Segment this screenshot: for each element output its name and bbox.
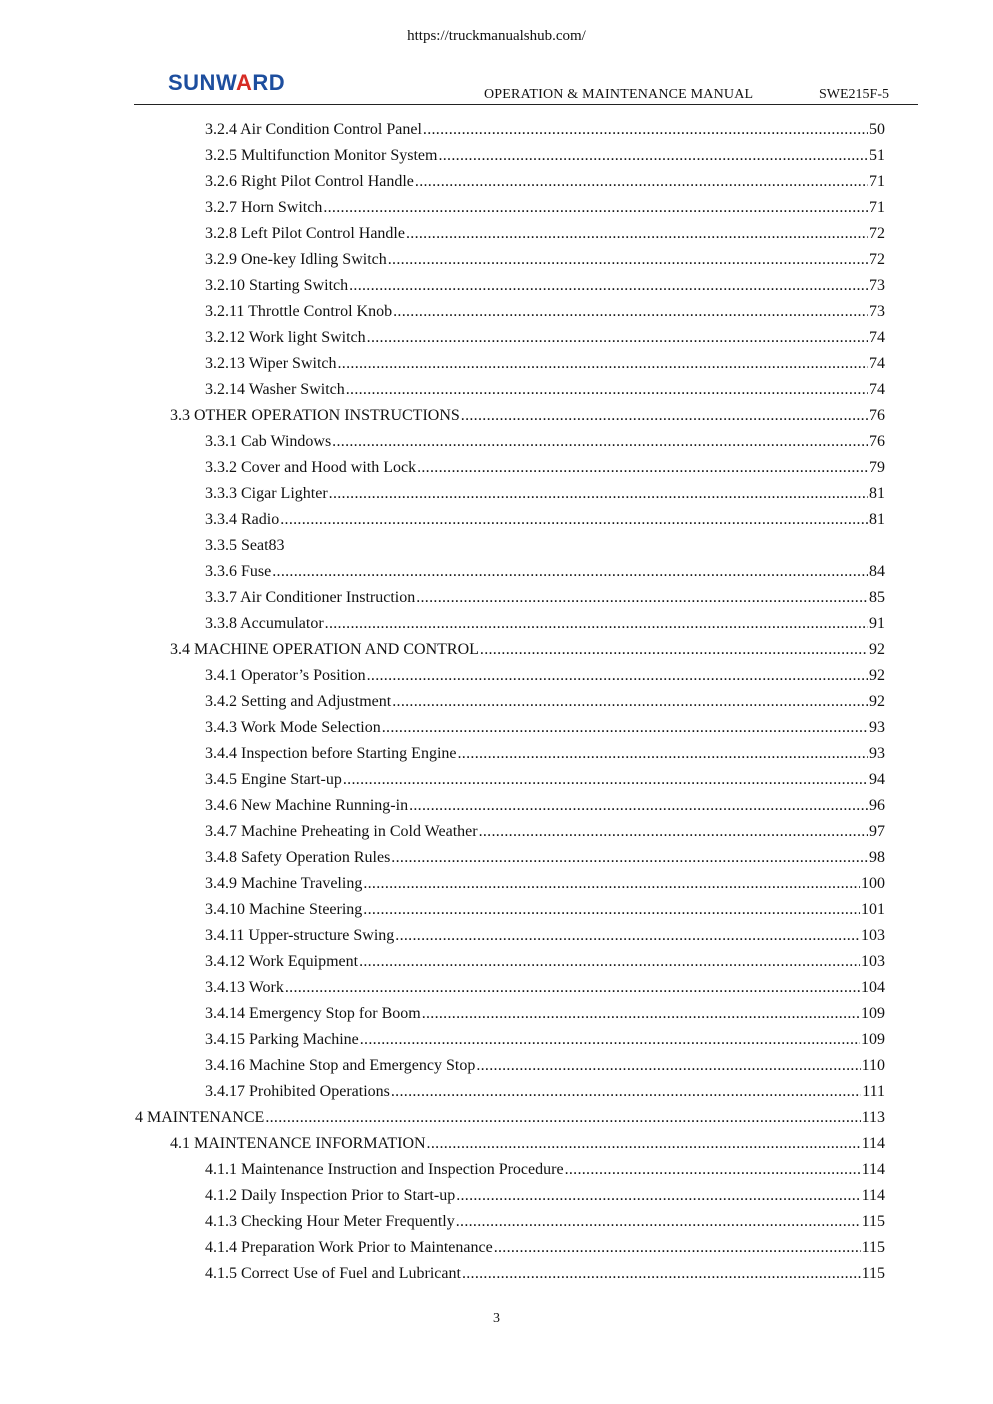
toc-entry[interactable] <box>0 1001 993 1027</box>
toc-entry-title: 3.2.8 Left Pilot Control Handle <box>205 225 405 242</box>
toc-entry-title: 3.4.14 Emergency Stop for Boom <box>205 1005 421 1022</box>
logo-text-part1: SUNW <box>168 70 236 95</box>
toc-entry[interactable] <box>0 195 993 221</box>
toc-entry-title: 3.3.3 Cigar Lighter <box>205 485 328 502</box>
toc-entry-page: 76 <box>869 433 885 450</box>
sunward-logo <box>168 70 285 96</box>
toc-entry-page: 114 <box>861 1187 885 1204</box>
toc-entry-title: 3.4.6 New Machine Running-in <box>205 797 409 814</box>
toc-entry[interactable] <box>0 429 993 455</box>
toc-entry[interactable] <box>0 611 993 637</box>
toc-entry[interactable] <box>0 897 993 923</box>
toc-entry[interactable] <box>0 507 993 533</box>
toc-entry-title: 3.4.4 Inspection before Starting Engine <box>205 745 457 762</box>
toc-leader-dots <box>416 585 868 611</box>
toc-entry[interactable] <box>0 299 993 325</box>
toc-leader-dots <box>415 169 868 195</box>
toc-entry-title: 4.1.4 Preparation Work Prior to Maintenance <box>205 1239 493 1256</box>
toc-leader-dots <box>323 195 868 221</box>
toc-entry-title: 3.3.7 Air Conditioner Instruction <box>205 589 416 606</box>
toc-entry[interactable] <box>0 325 993 351</box>
toc-entry-page: 71 <box>869 173 885 190</box>
toc-entry-page: 115 <box>861 1265 885 1282</box>
toc-entry-title: 4.1.5 Correct Use of Fuel and Lubricant <box>205 1265 461 1282</box>
toc-entry-page: 74 <box>869 355 885 372</box>
toc-entry-title: 4 MAINTENANCE <box>135 1109 265 1126</box>
toc-entry-page: 81 <box>869 485 885 502</box>
toc-entry-title: 3.4.16 Machine Stop and Emergency Stop <box>205 1057 476 1074</box>
toc-entry-page: 109 <box>861 1005 885 1022</box>
toc-entry-page: 51 <box>869 147 885 164</box>
toc-entry-title: 3.3.1 Cab Windows <box>205 433 332 450</box>
toc-entry-page: 74 <box>869 381 885 398</box>
toc-leader-dots <box>329 481 868 507</box>
toc-entry-page: 101 <box>861 901 885 918</box>
toc-entry-page: 100 <box>861 875 885 892</box>
toc-entry-page: 84 <box>869 563 885 580</box>
toc-entry-page: 79 <box>869 459 885 476</box>
toc-entry-title: 3.4.8 Safety Operation Rules <box>205 849 391 866</box>
toc-entry-page: 72 <box>869 251 885 268</box>
toc-entry[interactable] <box>0 481 993 507</box>
toc-entry-title: 3.2.5 Multifunction Monitor System <box>205 147 438 164</box>
toc-entry[interactable] <box>0 1235 993 1261</box>
toc-entry-page: 109 <box>861 1031 885 1048</box>
toc-entry[interactable] <box>0 949 993 975</box>
toc-entry-title: 3.2.10 Starting Switch <box>205 277 349 294</box>
toc-entry-page: 50 <box>869 121 885 138</box>
toc-leader-dots <box>360 1027 860 1053</box>
toc-entry[interactable] <box>0 715 993 741</box>
toc-leader-dots <box>479 819 868 845</box>
toc-entry[interactable] <box>0 455 993 481</box>
toc-leader-dots <box>343 767 868 793</box>
toc-entry[interactable] <box>0 1027 993 1053</box>
toc-leader-dots <box>494 1235 861 1261</box>
toc-entry-page: 115 <box>861 1213 885 1230</box>
toc-entry-page: 92 <box>869 667 885 684</box>
toc-leader-dots <box>265 1105 860 1131</box>
toc-entry-title: 3.2.14 Washer Switch <box>205 381 345 398</box>
toc-entry-title: 3.3 OTHER OPERATION INSTRUCTIONS <box>170 407 460 424</box>
toc-leader-dots <box>476 1053 860 1079</box>
toc-entry[interactable] <box>0 1157 993 1183</box>
toc-entry-title: 3.3.6 Fuse <box>205 563 272 580</box>
toc-entry-page: 92 <box>869 641 885 658</box>
toc-entry-page: 96 <box>869 797 885 814</box>
toc-entry-title: 3.4.3 Work Mode Selection <box>205 719 381 736</box>
toc-entry[interactable] <box>0 1079 993 1105</box>
manual-title: OPERATION & MAINTENANCE MANUAL <box>484 87 754 102</box>
toc-entry-page: 91 <box>869 615 885 632</box>
toc-entry-page: 113 <box>861 1109 885 1126</box>
toc-entry[interactable] <box>0 377 993 403</box>
toc-entry[interactable] <box>0 663 993 689</box>
toc-entry[interactable] <box>0 767 993 793</box>
toc-entry[interactable] <box>0 1209 993 1235</box>
toc-entry-page: 71 <box>869 199 885 216</box>
toc-entry[interactable] <box>0 351 993 377</box>
toc-entry-page: 103 <box>861 927 885 944</box>
toc-entry-title: 3.4.2 Setting and Adjustment <box>205 693 392 710</box>
header-divider <box>134 104 918 105</box>
toc-entry-title: 3.2.13 Wiper Switch <box>205 355 337 372</box>
page-number: 3 <box>493 1311 500 1326</box>
toc-entry-title: 3.4.9 Machine Traveling <box>205 875 363 892</box>
toc-entry-title: 3.4.7 Machine Preheating in Cold Weather <box>205 823 478 840</box>
toc-leader-dots <box>462 1261 861 1287</box>
toc-leader-dots <box>332 429 868 455</box>
toc-entry-title: 3.4.12 Work Equipment <box>205 953 359 970</box>
toc-entry-page: 74 <box>869 329 885 346</box>
toc-leader-dots <box>349 273 868 299</box>
toc-entry[interactable] <box>0 871 993 897</box>
toc-entry-page: 115 <box>861 1239 885 1256</box>
toc-entry-page: 73 <box>869 303 885 320</box>
toc-leader-dots <box>480 637 868 663</box>
toc-leader-dots <box>367 663 868 689</box>
toc-entry-page: 81 <box>869 511 885 528</box>
toc-entry-page: 104 <box>861 979 885 996</box>
toc-leader-dots <box>391 845 868 871</box>
toc-entry-title: 3.2.7 Horn Switch <box>205 199 323 216</box>
model-code: SWE215F-5 <box>819 87 889 102</box>
toc-leader-dots <box>458 741 869 767</box>
toc-entry[interactable] <box>0 637 993 663</box>
toc-entry-title: 3.4.15 Parking Machine <box>205 1031 359 1048</box>
toc-entry-title: 3.2.6 Right Pilot Control Handle <box>205 173 414 190</box>
toc-entry-page: 94 <box>869 771 885 788</box>
toc-entry-title: 3.4.17 Prohibited Operations <box>205 1083 390 1100</box>
toc-leader-dots <box>363 871 860 897</box>
toc-leader-dots <box>456 1183 860 1209</box>
toc-entry-title: 3.4.13 Work <box>205 979 284 996</box>
toc-entry[interactable] <box>0 585 993 611</box>
toc-entry-title: 3.4.5 Engine Start-up <box>205 771 342 788</box>
toc-entry[interactable] <box>0 143 993 169</box>
toc-leader-dots <box>461 403 868 429</box>
toc-leader-dots <box>406 221 868 247</box>
logo-text-accent: A <box>236 70 253 95</box>
toc-entry[interactable] <box>0 819 993 845</box>
toc-entry-page: 76 <box>869 407 885 424</box>
toc-entry-page: 72 <box>869 225 885 242</box>
toc-leader-dots <box>393 299 868 325</box>
toc-entry[interactable] <box>0 741 993 767</box>
toc-entry-page: 98 <box>869 849 885 866</box>
toc-entry[interactable] <box>0 1183 993 1209</box>
toc-entry-title: 3.4 MACHINE OPERATION AND CONTROL <box>170 641 479 658</box>
toc-entry-title: 3.2.4 Air Condition Control Panel <box>205 121 422 138</box>
toc-entry[interactable] <box>0 273 993 299</box>
toc-leader-dots <box>565 1157 861 1183</box>
toc-entry-title: 4.1.1 Maintenance Instruction and Inspection Procedure <box>205 1161 564 1178</box>
toc-entry[interactable] <box>0 1105 993 1131</box>
toc-leader-dots <box>338 351 869 377</box>
toc-leader-dots <box>280 507 868 533</box>
toc-entry-title: 4.1.2 Daily Inspection Prior to Start-up <box>205 1187 456 1204</box>
toc-leader-dots <box>427 1131 861 1157</box>
toc-entry-title: 3.3.8 Accumulator <box>205 615 324 632</box>
toc-entry[interactable] <box>0 689 993 715</box>
toc-leader-dots <box>367 325 868 351</box>
toc-leader-dots <box>392 689 868 715</box>
toc-leader-dots <box>422 1001 860 1027</box>
toc-entry[interactable] <box>0 533 993 559</box>
toc-entry-title: 3.3.2 Cover and Hood with Lock <box>205 459 417 476</box>
toc-entry[interactable] <box>0 221 993 247</box>
toc-entry-page: 114 <box>861 1161 885 1178</box>
toc-entry-page: 93 <box>869 745 885 762</box>
toc-leader-dots <box>285 975 860 1001</box>
toc-leader-dots <box>409 793 868 819</box>
toc-leader-dots <box>346 377 868 403</box>
toc-entry-page: 111 <box>862 1083 885 1100</box>
toc-entry-title: 3.2.11 Throttle Control Knob <box>205 303 393 320</box>
toc-leader-dots <box>272 559 868 585</box>
toc-leader-dots <box>359 949 860 975</box>
toc-entry[interactable] <box>0 559 993 585</box>
toc-entry[interactable] <box>0 845 993 871</box>
toc-leader-dots <box>391 1079 861 1105</box>
toc-entry[interactable] <box>0 169 993 195</box>
toc-entry[interactable] <box>0 117 993 143</box>
toc-leader-dots <box>363 897 860 923</box>
toc-entry[interactable] <box>0 247 993 273</box>
toc-entry-page: 85 <box>869 589 885 606</box>
toc-leader-dots <box>438 143 868 169</box>
toc-entry-title: 3.3.5 Seat83 <box>205 537 285 554</box>
toc-entry-page: 103 <box>861 953 885 970</box>
toc-leader-dots <box>388 247 868 273</box>
toc-leader-dots <box>423 117 868 143</box>
toc-leader-dots <box>395 923 860 949</box>
toc-leader-dots <box>417 455 868 481</box>
logo-text-part3: RD <box>252 70 286 95</box>
toc-entry[interactable] <box>0 923 993 949</box>
toc-entry-title: 3.3.4 Radio <box>205 511 280 528</box>
toc-entry-page: 114 <box>861 1135 885 1152</box>
toc-leader-dots <box>325 611 868 637</box>
toc-leader-dots <box>456 1209 861 1235</box>
toc-entry[interactable] <box>0 975 993 1001</box>
toc-entry[interactable] <box>0 793 993 819</box>
toc-entry-page: 92 <box>869 693 885 710</box>
toc-entry-title: 3.2.12 Work light Switch <box>205 329 366 346</box>
toc-entry-title: 3.2.9 One-key Idling Switch <box>205 251 387 268</box>
toc-entry-title: 3.4.11 Upper-structure Swing <box>205 927 395 944</box>
toc-entry[interactable] <box>0 1053 993 1079</box>
table-of-contents <box>0 117 993 1287</box>
toc-entry-title: 4.1 MAINTENANCE INFORMATION <box>170 1135 426 1152</box>
toc-entry-page: 73 <box>869 277 885 294</box>
toc-entry[interactable] <box>0 1261 993 1287</box>
toc-entry[interactable] <box>0 403 993 429</box>
source-url[interactable]: https://truckmanualshub.com/ <box>407 28 586 44</box>
toc-entry-title: 4.1.3 Checking Hour Meter Frequently <box>205 1213 455 1230</box>
toc-leader-dots <box>382 715 868 741</box>
toc-entry[interactable] <box>0 1131 993 1157</box>
toc-entry-page: 93 <box>869 719 885 736</box>
toc-entry-title: 3.4.1 Operator’s Position <box>205 667 366 684</box>
toc-entry-page: 110 <box>861 1057 885 1074</box>
toc-entry-title: 3.4.10 Machine Steering <box>205 901 363 918</box>
toc-entry-page: 97 <box>869 823 885 840</box>
